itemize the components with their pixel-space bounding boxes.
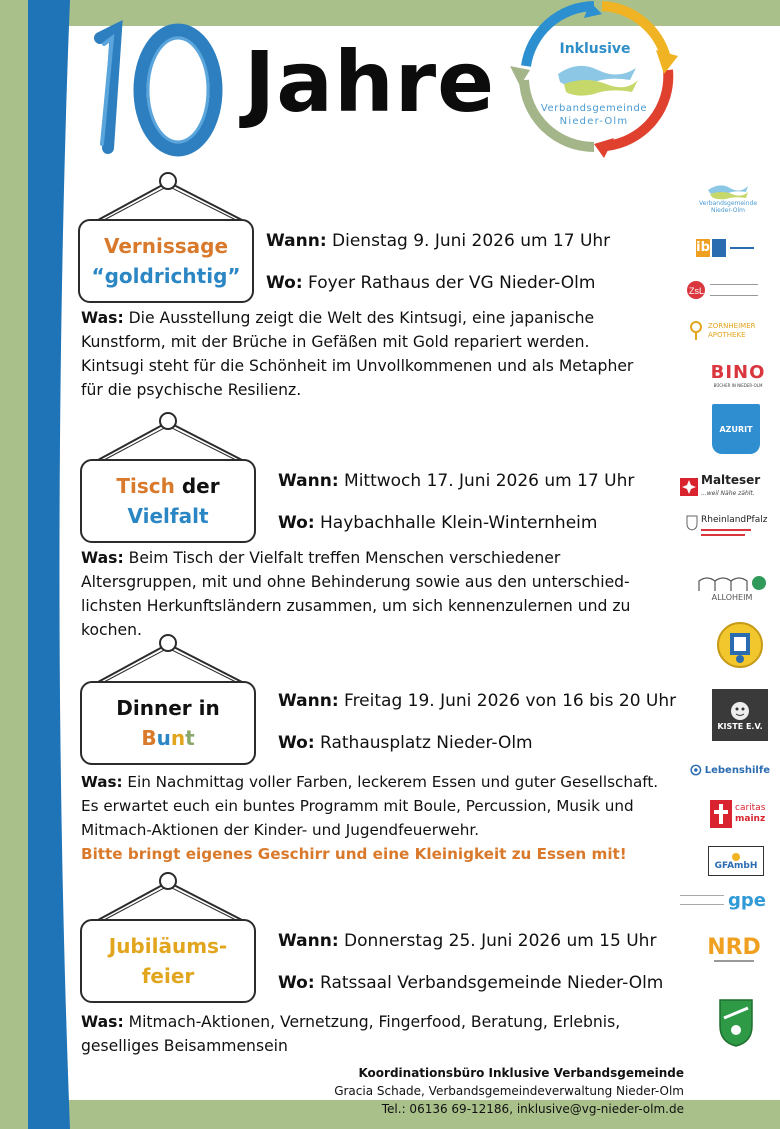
event-4-description: Was: Mitmach-Aktionen, Vernetzung, Fingerfood, Beratung, Erlebnis, geselliges Beisammensein bbox=[81, 1013, 621, 1055]
theatre-mask-icon bbox=[729, 700, 751, 722]
event-2-description: Was: Beim Tisch der Vielfalt treffen Menschen verschiedener Altersgruppen, mit und ohne Behinderung sowie aus den unterschied- lichsten Herkunftsländern zusammen, um sich kennenzulernen und zu kochen. bbox=[81, 549, 631, 639]
ten-brush-numeral bbox=[78, 8, 238, 168]
footer-phone-email: Tel.: 06136 69-12186, inklusive@vg-nieder-olm.de bbox=[381, 1102, 684, 1116]
event-1-when: Wann: Dienstag 9. Juni 2026 um 17 Uhr bbox=[266, 231, 611, 251]
sponsor-malteser-logo: Malteser ...weil Nähe zählt. bbox=[680, 471, 766, 503]
sign-line-1: Jubiläums- bbox=[108, 934, 228, 958]
event-1-where: Wo: Foyer Rathaus der VG Nieder-Olm bbox=[266, 273, 596, 293]
sponsor-azurit-logo: AZURIT bbox=[712, 404, 760, 454]
rlp-crest-icon bbox=[686, 515, 698, 531]
logo-title: Inklusive bbox=[559, 41, 631, 57]
page-title: Jahre bbox=[244, 33, 496, 131]
event-3-description: Was: Ein Nachmittag voller Farben, leckerem Essen und guter Gesellschaft. Es erwartet euch ein buntes Programm mit Boule, Percussion, Musik und Mitmach-Aktionen der Kinder- und Jugendfeuerwehr. Bitte bringt eigenes Geschirr und eine Kleinigkeit zu Essen mit! bbox=[81, 770, 701, 866]
maltese-cross-icon bbox=[680, 478, 698, 496]
sponsor-gpe-logo: gpe bbox=[680, 888, 766, 912]
sign-line-2: feier bbox=[141, 964, 195, 988]
lebenshilfe-icon bbox=[690, 760, 702, 780]
apothecary-icon bbox=[688, 321, 704, 341]
logo-subtitle: Verbandsgemeinde bbox=[540, 103, 648, 114]
sign-hanger-1 bbox=[90, 168, 250, 224]
sign-hanger-4 bbox=[90, 868, 250, 924]
landscape-icon bbox=[558, 66, 638, 96]
vg-landscape-icon bbox=[706, 182, 750, 200]
sponsor-nrd-logo: NRD bbox=[707, 934, 761, 960]
sponsor-rlp-ministry: RheinlandPfalz bbox=[686, 515, 770, 551]
event-2-where: Wo: Haybachhalle Klein-Winternheim bbox=[278, 513, 598, 533]
sponsor-gfa-logo: GFAmbH bbox=[708, 846, 764, 876]
sponsor-ib-logo: ib bbox=[696, 236, 760, 260]
sign-line-1: Vernissage bbox=[103, 234, 229, 258]
sign-line-1: Dinner in bbox=[116, 696, 220, 720]
sign-line-2: Bunt bbox=[141, 726, 195, 750]
sponsor-alloheim-logo: ALLOHEIM bbox=[696, 572, 768, 604]
sponsor-lions-badge bbox=[716, 621, 764, 669]
alloheim-arch-icon bbox=[697, 575, 767, 593]
zsl-circle-icon bbox=[686, 280, 706, 300]
sun-icon bbox=[730, 851, 742, 861]
inklusive-vg-logo bbox=[506, 0, 686, 175]
footer-office: Koordinationsbüro Inklusive Verbandsgemeinde bbox=[358, 1066, 684, 1080]
sponsor-zsl-logo bbox=[686, 278, 766, 302]
sign-line-2: Vielfalt bbox=[127, 504, 209, 528]
sponsor-vg-logo: Verbandsgemeinde Nieder-Olm bbox=[690, 178, 766, 218]
event-4-when: Wann: Donnerstag 25. Juni 2026 um 15 Uhr bbox=[278, 931, 657, 951]
event-sign-vernissage bbox=[78, 219, 254, 303]
event-4-where: Wo: Ratssaal Verbandsgemeinde Nieder-Olm bbox=[278, 973, 664, 993]
sponsor-caritas-logo: caritas mainz bbox=[710, 796, 770, 832]
sponsor-zornheimer-apotheke: ZORNHEIMER APOTHEKE bbox=[688, 318, 768, 344]
event-sign-jubilaeum bbox=[80, 919, 256, 1003]
footer-contact-person: Gracia Schade, Verbandsgemeindeverwaltung Nieder-Olm bbox=[334, 1084, 684, 1098]
sponsor-lebenshilfe-logo: Lebenshilfe bbox=[690, 758, 770, 782]
event-1-description: Was: Die Ausstellung zeigt die Welt des Kintsugi, eine japanische Kunstform, mit der Brüche in Gefäßen mit Gold repariert werden. Kintsugi steht für die Schönheit im Unvollkommenen und als Metapher für die psychische Resilienz. bbox=[81, 309, 634, 399]
bring-dishes-note: Bitte bringt eigenes Geschirr und eine Kleinigkeit zu Essen mit! bbox=[81, 845, 627, 863]
event-3-where: Wo: Rathausplatz Nieder-Olm bbox=[278, 733, 533, 753]
sign-hanger-3 bbox=[90, 630, 250, 686]
event-sign-tisch: Tisch der Vielfalt bbox=[80, 459, 256, 543]
svg-text:ZsL: ZsL bbox=[689, 286, 705, 296]
logo-town: Nieder-Olm bbox=[559, 116, 629, 127]
event-sign-dinner bbox=[80, 681, 256, 765]
sponsor-club-crest bbox=[718, 998, 754, 1048]
sponsor-kiste-logo: KISTE E.V. bbox=[712, 689, 768, 741]
event-3-when: Wann: Freitag 19. Juni 2026 von 16 bis 20 Uhr bbox=[278, 691, 677, 711]
sign-hanger-2 bbox=[90, 408, 250, 464]
caritas-cross-icon bbox=[710, 800, 732, 828]
event-2-when: Wann: Mittwoch 17. Juni 2026 um 17 Uhr bbox=[278, 471, 635, 491]
sign-line-2: “goldrichtig” bbox=[91, 264, 241, 288]
sponsor-bino-logo: BINO BÜCHER IN NIEDER-OLM bbox=[710, 362, 766, 388]
